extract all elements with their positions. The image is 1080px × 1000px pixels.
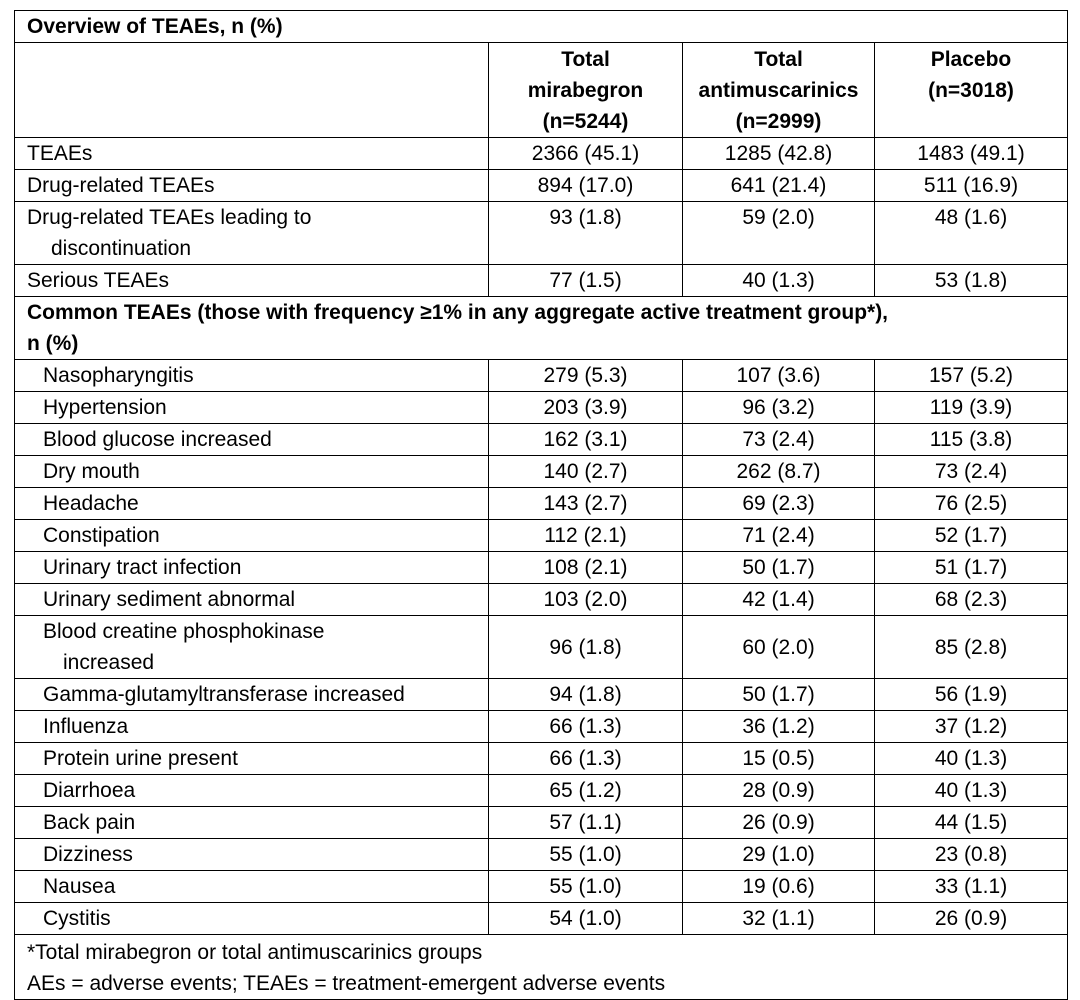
cell-mirabegron: 66 (1.3)	[489, 743, 683, 775]
row-label: Cystitis	[15, 903, 489, 935]
table-row	[15, 616, 1068, 679]
table-row	[15, 584, 1068, 616]
row-label	[15, 202, 489, 265]
header-antimuscarinics-line2: antimuscarinics	[698, 79, 859, 102]
cell-mirabegron: 57 (1.1)	[489, 807, 683, 839]
table-row	[15, 775, 1068, 807]
section-common-row	[15, 297, 1068, 360]
row-label: Back pain	[15, 807, 489, 839]
cell-mirabegron: 66 (1.3)	[489, 711, 683, 743]
cell-antimuscarinics: 50 (1.7)	[683, 679, 875, 711]
cell-antimuscarinics: 96 (3.2)	[683, 392, 875, 424]
cell-antimuscarinics: 73 (2.4)	[683, 424, 875, 456]
cell-placebo: 68 (2.3)	[875, 584, 1068, 616]
table-row	[15, 456, 1068, 488]
row-label-line1: Blood creatine phosphokinase	[43, 620, 325, 643]
row-label: Headache	[15, 488, 489, 520]
column-header-row	[15, 43, 1068, 138]
table-row	[15, 743, 1068, 775]
table-row	[15, 138, 1068, 170]
footnote-abbreviations: AEs = adverse events; TEAEs = treatment-emergent adverse events	[27, 972, 666, 995]
row-label: Hypertension	[15, 392, 489, 424]
cell-antimuscarinics: 59 (2.0)	[683, 202, 875, 265]
cell-placebo: 52 (1.7)	[875, 520, 1068, 552]
header-empty-cell	[15, 43, 489, 138]
section-common-title	[15, 297, 1068, 360]
row-label	[15, 616, 489, 679]
header-mirabegron-line3: (n=5244)	[542, 110, 629, 133]
section-common-title-line1: Common TEAEs (those with frequency ≥1% in any aggregate active treatment group*),	[27, 301, 889, 324]
table-row	[15, 202, 1068, 265]
cell-antimuscarinics: 60 (2.0)	[683, 616, 875, 679]
table-row	[15, 807, 1068, 839]
cell-mirabegron: 894 (17.0)	[489, 170, 683, 202]
row-label: Dizziness	[15, 839, 489, 871]
cell-mirabegron: 55 (1.0)	[489, 839, 683, 871]
cell-antimuscarinics: 71 (2.4)	[683, 520, 875, 552]
cell-placebo: 51 (1.7)	[875, 552, 1068, 584]
cell-antimuscarinics: 42 (1.4)	[683, 584, 875, 616]
row-label: Dry mouth	[15, 456, 489, 488]
table-row	[15, 392, 1068, 424]
cell-mirabegron: 65 (1.2)	[489, 775, 683, 807]
table-row	[15, 265, 1068, 297]
cell-antimuscarinics: 40 (1.3)	[683, 265, 875, 297]
header-mirabegron-line2: mirabegron	[527, 79, 644, 102]
header-mirabegron-line1: Total	[561, 48, 610, 71]
cell-mirabegron: 203 (3.9)	[489, 392, 683, 424]
header-placebo-line1: Placebo	[930, 48, 1012, 71]
cell-placebo: 56 (1.9)	[875, 679, 1068, 711]
cell-mirabegron: 162 (3.1)	[489, 424, 683, 456]
cell-mirabegron: 2366 (45.1)	[489, 138, 683, 170]
row-label: TEAEs	[15, 138, 489, 170]
cell-antimuscarinics: 50 (1.7)	[683, 552, 875, 584]
teae-table	[14, 10, 1068, 1000]
row-label: Gamma-glutamyltransferase increased	[15, 679, 489, 711]
header-mirabegron	[489, 43, 683, 138]
row-label: Urinary sediment abnormal	[15, 584, 489, 616]
row-label: Serious TEAEs	[15, 265, 489, 297]
cell-antimuscarinics: 32 (1.1)	[683, 903, 875, 935]
cell-mirabegron: 140 (2.7)	[489, 456, 683, 488]
cell-placebo: 53 (1.8)	[875, 265, 1068, 297]
cell-antimuscarinics: 15 (0.5)	[683, 743, 875, 775]
row-label: Nausea	[15, 871, 489, 903]
table-row	[15, 170, 1068, 202]
cell-placebo: 23 (0.8)	[875, 839, 1068, 871]
footnote-row	[15, 935, 1068, 1000]
row-label: Protein urine present	[15, 743, 489, 775]
cell-placebo: 40 (1.3)	[875, 743, 1068, 775]
cell-mirabegron: 93 (1.8)	[489, 202, 683, 265]
cell-antimuscarinics: 29 (1.0)	[683, 839, 875, 871]
row-label-line1: Drug-related TEAEs leading to	[27, 206, 312, 229]
section-overview-title: Overview of TEAEs, n (%)	[15, 11, 1068, 43]
row-label: Nasopharyngitis	[15, 360, 489, 392]
row-label: Constipation	[15, 520, 489, 552]
cell-antimuscarinics: 36 (1.2)	[683, 711, 875, 743]
cell-mirabegron: 94 (1.8)	[489, 679, 683, 711]
cell-placebo: 44 (1.5)	[875, 807, 1068, 839]
header-antimuscarinics	[683, 43, 875, 138]
header-placebo-line2: (n=3018)	[928, 79, 1014, 102]
cell-mirabegron: 108 (2.1)	[489, 552, 683, 584]
table-row	[15, 552, 1068, 584]
row-label: Blood glucose increased	[15, 424, 489, 456]
row-label: Drug-related TEAEs	[15, 170, 489, 202]
cell-placebo: 119 (3.9)	[875, 392, 1068, 424]
cell-placebo: 73 (2.4)	[875, 456, 1068, 488]
section-overview-row	[15, 11, 1068, 43]
table-row	[15, 360, 1068, 392]
cell-mirabegron: 112 (2.1)	[489, 520, 683, 552]
cell-mirabegron: 279 (5.3)	[489, 360, 683, 392]
cell-mirabegron: 77 (1.5)	[489, 265, 683, 297]
header-antimuscarinics-line3: (n=2999)	[735, 110, 822, 133]
cell-placebo: 37 (1.2)	[875, 711, 1068, 743]
table-row	[15, 679, 1068, 711]
cell-placebo: 48 (1.6)	[875, 202, 1068, 265]
cell-placebo: 115 (3.8)	[875, 424, 1068, 456]
footnote-asterisk: *Total mirabegron or total antimuscarinics groups	[27, 941, 483, 964]
cell-antimuscarinics: 1285 (42.8)	[683, 138, 875, 170]
cell-antimuscarinics: 28 (0.9)	[683, 775, 875, 807]
cell-mirabegron: 55 (1.0)	[489, 871, 683, 903]
cell-mirabegron: 54 (1.0)	[489, 903, 683, 935]
footnotes	[15, 935, 1068, 1000]
cell-placebo: 1483 (49.1)	[875, 138, 1068, 170]
cell-antimuscarinics: 26 (0.9)	[683, 807, 875, 839]
cell-placebo: 76 (2.5)	[875, 488, 1068, 520]
header-antimuscarinics-line1: Total	[754, 48, 803, 71]
row-label-line2: increased	[63, 651, 155, 674]
cell-placebo: 157 (5.2)	[875, 360, 1068, 392]
cell-antimuscarinics: 69 (2.3)	[683, 488, 875, 520]
cell-antimuscarinics: 107 (3.6)	[683, 360, 875, 392]
row-label: Influenza	[15, 711, 489, 743]
row-label: Urinary tract infection	[15, 552, 489, 584]
table-row	[15, 903, 1068, 935]
cell-antimuscarinics: 641 (21.4)	[683, 170, 875, 202]
table-row	[15, 871, 1068, 903]
table-row	[15, 520, 1068, 552]
table-row	[15, 424, 1068, 456]
table-row	[15, 711, 1068, 743]
cell-placebo: 85 (2.8)	[875, 616, 1068, 679]
teae-table-container	[14, 10, 1067, 1000]
cell-antimuscarinics: 19 (0.6)	[683, 871, 875, 903]
cell-placebo: 511 (16.9)	[875, 170, 1068, 202]
row-label-line2: discontinuation	[51, 237, 192, 260]
cell-mirabegron: 96 (1.8)	[489, 616, 683, 679]
cell-placebo: 33 (1.1)	[875, 871, 1068, 903]
cell-antimuscarinics: 262 (8.7)	[683, 456, 875, 488]
cell-placebo: 26 (0.9)	[875, 903, 1068, 935]
table-row	[15, 839, 1068, 871]
cell-mirabegron: 103 (2.0)	[489, 584, 683, 616]
cell-placebo: 40 (1.3)	[875, 775, 1068, 807]
table-row	[15, 488, 1068, 520]
header-placebo	[875, 43, 1068, 138]
cell-mirabegron: 143 (2.7)	[489, 488, 683, 520]
section-common-title-line2: n (%)	[27, 332, 79, 355]
row-label: Diarrhoea	[15, 775, 489, 807]
